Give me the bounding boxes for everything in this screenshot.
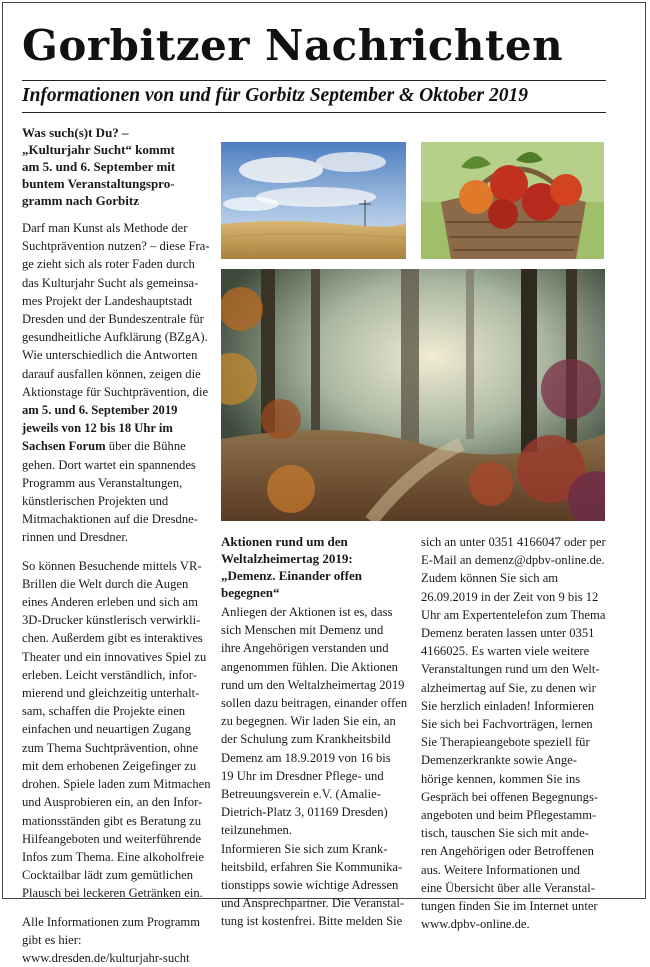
article-demenz-body-col3: sich an unter 0351 4166047 oder per E-Mail an demenz@dpbv-online.de. Zudem können Sie sich am 26.09.2019 in der Zeit von 9 bis 12 Uhr am Expertentelefon zum Thema Demenz beraten lassen unter 0351 4166025. Es warten viele weitere Veranstaltungen rund um den Welt- alzheimertag auf Sie, zu denen wir Sie herzlich einladen! Informieren Sie sich bei Fachvorträgen, lernen Sie Therapieangebote speziell für Demenzerkrankte sowie Ange- hörige kennen, kommen Sie ins Gespräch bei offenen Begegnungs- angeboten und beim Pflegestamm- tisch, tauschen Sie sich mit ande- ren Angehörigen oder Betroffenen aus. Weitere Informationen und eine Übersicht über alle Veranstal- tungen finden Sie im Internet unter www.dpbv-online.de. — [421, 533, 611, 933]
apple-basket-photo — [421, 142, 604, 259]
dpbv-website-link[interactable]: www.dpbv-online.de. — [421, 917, 530, 932]
masthead-rule-top — [22, 80, 606, 81]
wheat-field-photo — [221, 142, 406, 259]
kulturjahr-link[interactable]: www.dresden.de/kulturjahr-sucht — [22, 950, 190, 965]
article-sucht-paragraph-3: Alle Informationen zum Programm gibt es hier: www.dresden.de/kulturjahr-sucht — [22, 913, 212, 967]
masthead-title: Gorbitzer Nachrichten — [22, 21, 564, 70]
article-sucht-paragraph-1: Darf man Kunst als Methode der Suchtprävention nutzen? – diese Fra- ge zieht sich als roter Faden durch das Kulturjahr Sucht als gemeinsa- mes Projekt der Landeshauptstadt Dresden und der Bundeszentrale für gesundheitliche Aufklärung (BZgA). Wie unterschiedlich die Antworten darauf ausfallen können, zeigen die Aktionstage für Suchtprävention, die am 5. und 6. September 2019 jeweils von 12 bis 18 Uhr im Sachsen Forum über die Bühne gehen. Dort wartet ein spannendes Programm aus Veranstaltungen, künstlerischen Projekten und Mitmachaktionen auf die Dresdne- rinnen und Dresdner. — [22, 221, 210, 545]
article-sucht — [22, 124, 212, 967]
article-demenz — [221, 533, 411, 931]
event-time: jeweils von 12 bis 18 Uhr im — [22, 421, 173, 436]
masthead-subtitle: Informationen von und für Gorbitz September & Oktober 2019 — [22, 85, 528, 106]
article-sucht-paragraph-2: So können Besuchende mittels VR- Brillen die Welt durch die Augen eines Anderen erleben und sich am 3D-Drucker künstlerisch verwirkli- chen. Außerdem gibt es interaktives Theater und ein innovatives Spiel zu erleben. Leicht verständlich, infor- mierend und gleichzeitig unterhalt- sam, schaffen die Projekte einen einfachen und neuartigen Zugang zum Thema Suchtprävention, ohne mit dem erhobenen Zeigefinger zu drohen. Spiele laden zum Mitmachen und Ausprobieren ein, an den Infor- mationsständen gibt es Beratung zu Hilfeangeboten und weiterführende Infos zum Thema. Eine alkoholfreie Cocktailbar lädt zum gemütlichen Plausch bei leckeren Getränken ein. — [22, 558, 211, 901]
autumn-forest-photo — [221, 269, 605, 521]
masthead-rule-bottom — [22, 112, 606, 113]
article-demenz-body-col2: Anliegen der Aktionen ist es, dass sich Menschen mit Demenz und ihre Angehörigen verstanden und angenommen fühlen. Die Aktionen rund um den Weltalzheimertag 2019 sollen dazu beitragen, einander offen zu begegnen. Wir laden Sie ein, an der Schulung zum Krankheitsbild Demenz am 18.9.2019 von 16 bis 19 Uhr im Dresdner Pflege- und Betreuungsverein e.V. (Amalie- Dietrich-Platz 3, 01169 Dresden) teilzunehmen. Informieren Sie sich zum Krank- heitsbild, erfahren Sie Kommunika- tionstipps sowie wichtige Adressen und Ansprechpartner. Die Veranstal- tung ist kostenfrei. Bitte melden Sie — [221, 605, 408, 929]
event-venue: Sachsen Forum — [22, 439, 106, 454]
article-sucht-headline: Was such(s)t Du? – „Kulturjahr Sucht“ kommt am 5. und 6. September mit buntem Veranstaltungspro- gramm nach Gorbitz — [22, 125, 176, 208]
demenz-email-link[interactable]: E-Mail an demenz@dpbv-online.de. — [421, 553, 605, 568]
article-demenz-headline: Aktionen rund um den Weltalzheimertag 2019: „Demenz. Einander offen begegnen“ — [221, 534, 362, 600]
event-date: am 5. und 6. September 2019 — [22, 403, 178, 418]
